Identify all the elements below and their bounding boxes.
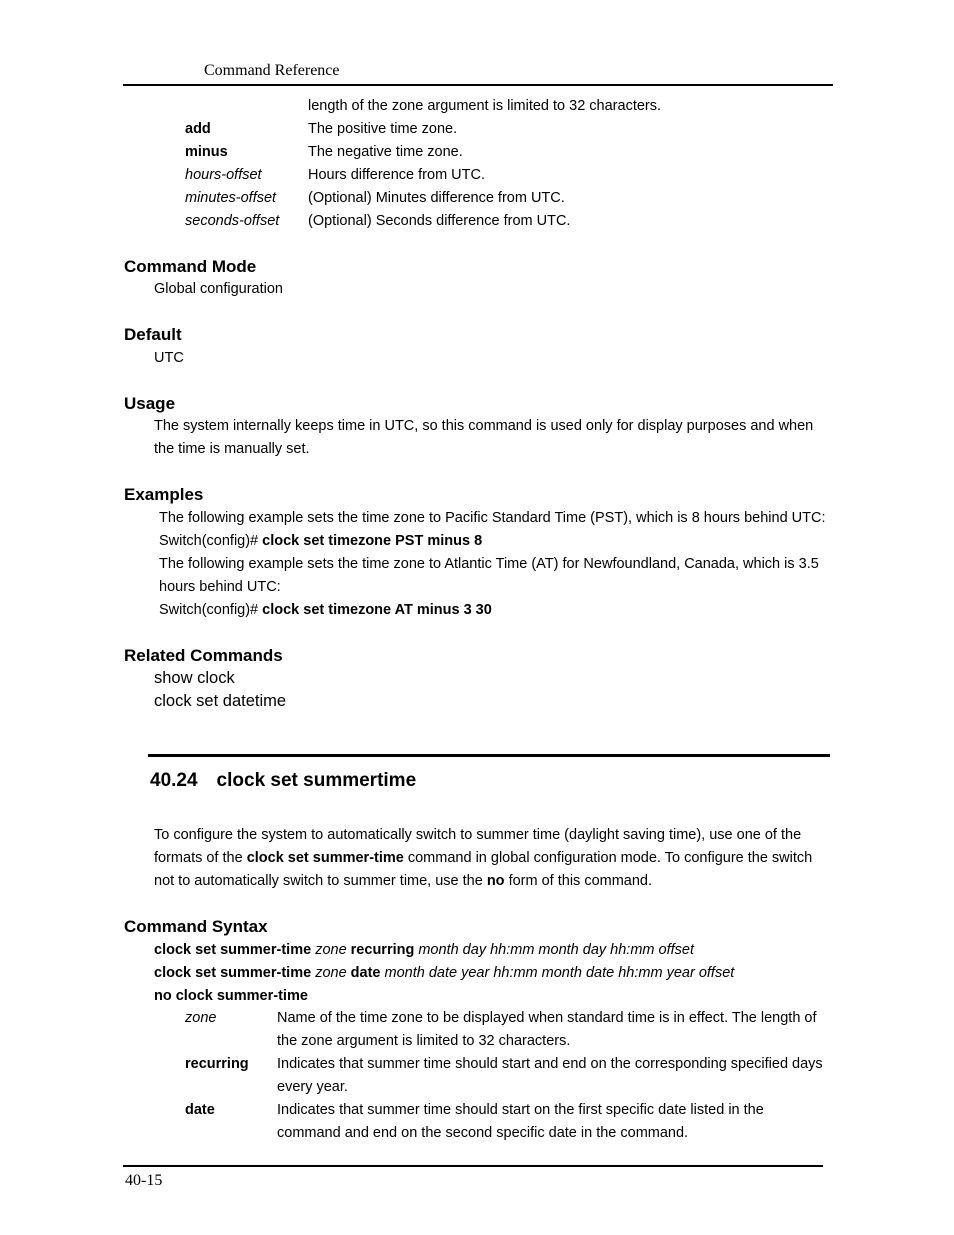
desc-line: Name of the time zone to be displayed when standard time is in effect. The length of [277,1010,817,1026]
section-number: 40.24 [150,770,198,791]
syntax-param-desc-zone [277,1007,817,1053]
intro-paragraph [154,824,812,893]
usage-line: The system internally keeps time in UTC, so this command is used only for display purposes and when [154,418,814,434]
param-name-add: add [185,121,211,137]
inline-keyword: no [486,873,505,889]
heading-examples: Examples [124,485,204,504]
syntax-param-name-date: date [185,1102,215,1118]
syntax-keyword: recurring [346,942,415,958]
heading-usage: Usage [124,394,176,413]
desc-line: Indicates that summer time should start and end on the corresponding specified days [277,1056,823,1072]
syntax-line [154,939,734,962]
cli-command: clock set timezone AT minus 3 30 [262,602,492,618]
example-description: hours behind UTC: [159,579,281,595]
syntax-line [154,962,734,985]
syntax-command: clock set summer-time [154,942,316,958]
heading-command-syntax: Command Syntax [124,917,268,936]
page-number: 40-15 [125,1172,163,1189]
desc-line: Indicates that summer time should start on the first specific date listed in the [277,1102,764,1118]
command-mode-text: Global configuration [154,281,283,297]
syntax-arg: zone [315,965,347,981]
related-commands-list [154,667,286,713]
heading-command-mode: Command Mode [124,257,257,276]
cli-command: clock set timezone PST minus 8 [262,533,483,549]
param-desc-seconds-offset: (Optional) Seconds difference from UTC. [308,213,571,229]
intro-line: To configure the system to automatically switch to summer time (daylight saving time), use one of the [154,827,802,843]
param-name-minus: minus [185,144,228,160]
header-rule [123,84,833,86]
intro-text: formats of the [154,850,247,866]
syntax-command: clock set summer-time [154,965,316,981]
param-desc-add: The positive time zone. [308,121,458,137]
usage-line: the time is manually set. [154,441,310,457]
related-command-item[interactable]: clock set datetime [154,692,287,710]
section-rule [148,754,830,757]
param-desc-minus: The negative time zone. [308,144,463,160]
usage-paragraph [154,415,813,461]
syntax-arg: zone [315,942,347,958]
syntax-param-name-zone: zone [185,1010,217,1026]
example-command-line [159,530,826,553]
heading-default: Default [124,325,182,344]
inline-command: clock set summer-time [246,850,404,866]
example-command-line [159,599,826,622]
desc-line: command and end on the second specific date in the command. [277,1125,689,1141]
syntax-param-desc-recurring [277,1053,823,1099]
cli-prompt: Switch(config)# [159,602,263,618]
syntax-arg: month date year hh:mm month date hh:mm year offset [380,965,735,981]
intro-text: command in global configuration mode. To configure the switch [403,850,813,866]
examples-block [159,507,826,622]
section-title [150,770,416,792]
param-name-minutes-offset: minutes-offset [185,190,277,206]
syntax-block [154,939,734,1008]
param-desc-hours-offset: Hours difference from UTC. [308,167,486,183]
section-name: clock set summertime [216,770,417,791]
heading-related-commands: Related Commands [124,646,283,665]
intro-text: not to automatically switch to summer time, use the [154,873,487,889]
param-desc-minutes-offset: (Optional) Minutes difference from UTC. [308,190,565,206]
related-command-item[interactable]: show clock [154,669,235,687]
param-name-hours-offset: hours-offset [185,167,262,183]
syntax-keyword: date [346,965,381,981]
param-name-seconds-offset: seconds-offset [185,213,280,229]
footer-rule [123,1165,823,1167]
desc-line: the zone argument is limited to 32 characters. [277,1033,571,1049]
default-text: UTC [154,350,184,366]
syntax-param-name-recurring: recurring [185,1056,249,1072]
intro-line [154,847,812,870]
param-desc-0: length of the zone argument is limited to 32 characters. [308,98,662,114]
cli-prompt: Switch(config)# [159,533,263,549]
syntax-param-desc-date [277,1099,764,1145]
running-header: Command Reference [204,62,340,79]
example-description: The following example sets the time zone to Atlantic Time (AT) for Newfoundland, Canada, which is 3.5 [159,556,819,572]
intro-text: form of this command. [504,873,653,889]
example-description: The following example sets the time zone to Pacific Standard Time (PST), which is 8 hours behind UTC: [159,510,826,526]
syntax-arg: month day hh:mm month day hh:mm offset [414,942,694,958]
intro-line [154,870,812,893]
desc-line: every year. [277,1079,348,1095]
syntax-line: no clock summer-time [154,988,308,1004]
